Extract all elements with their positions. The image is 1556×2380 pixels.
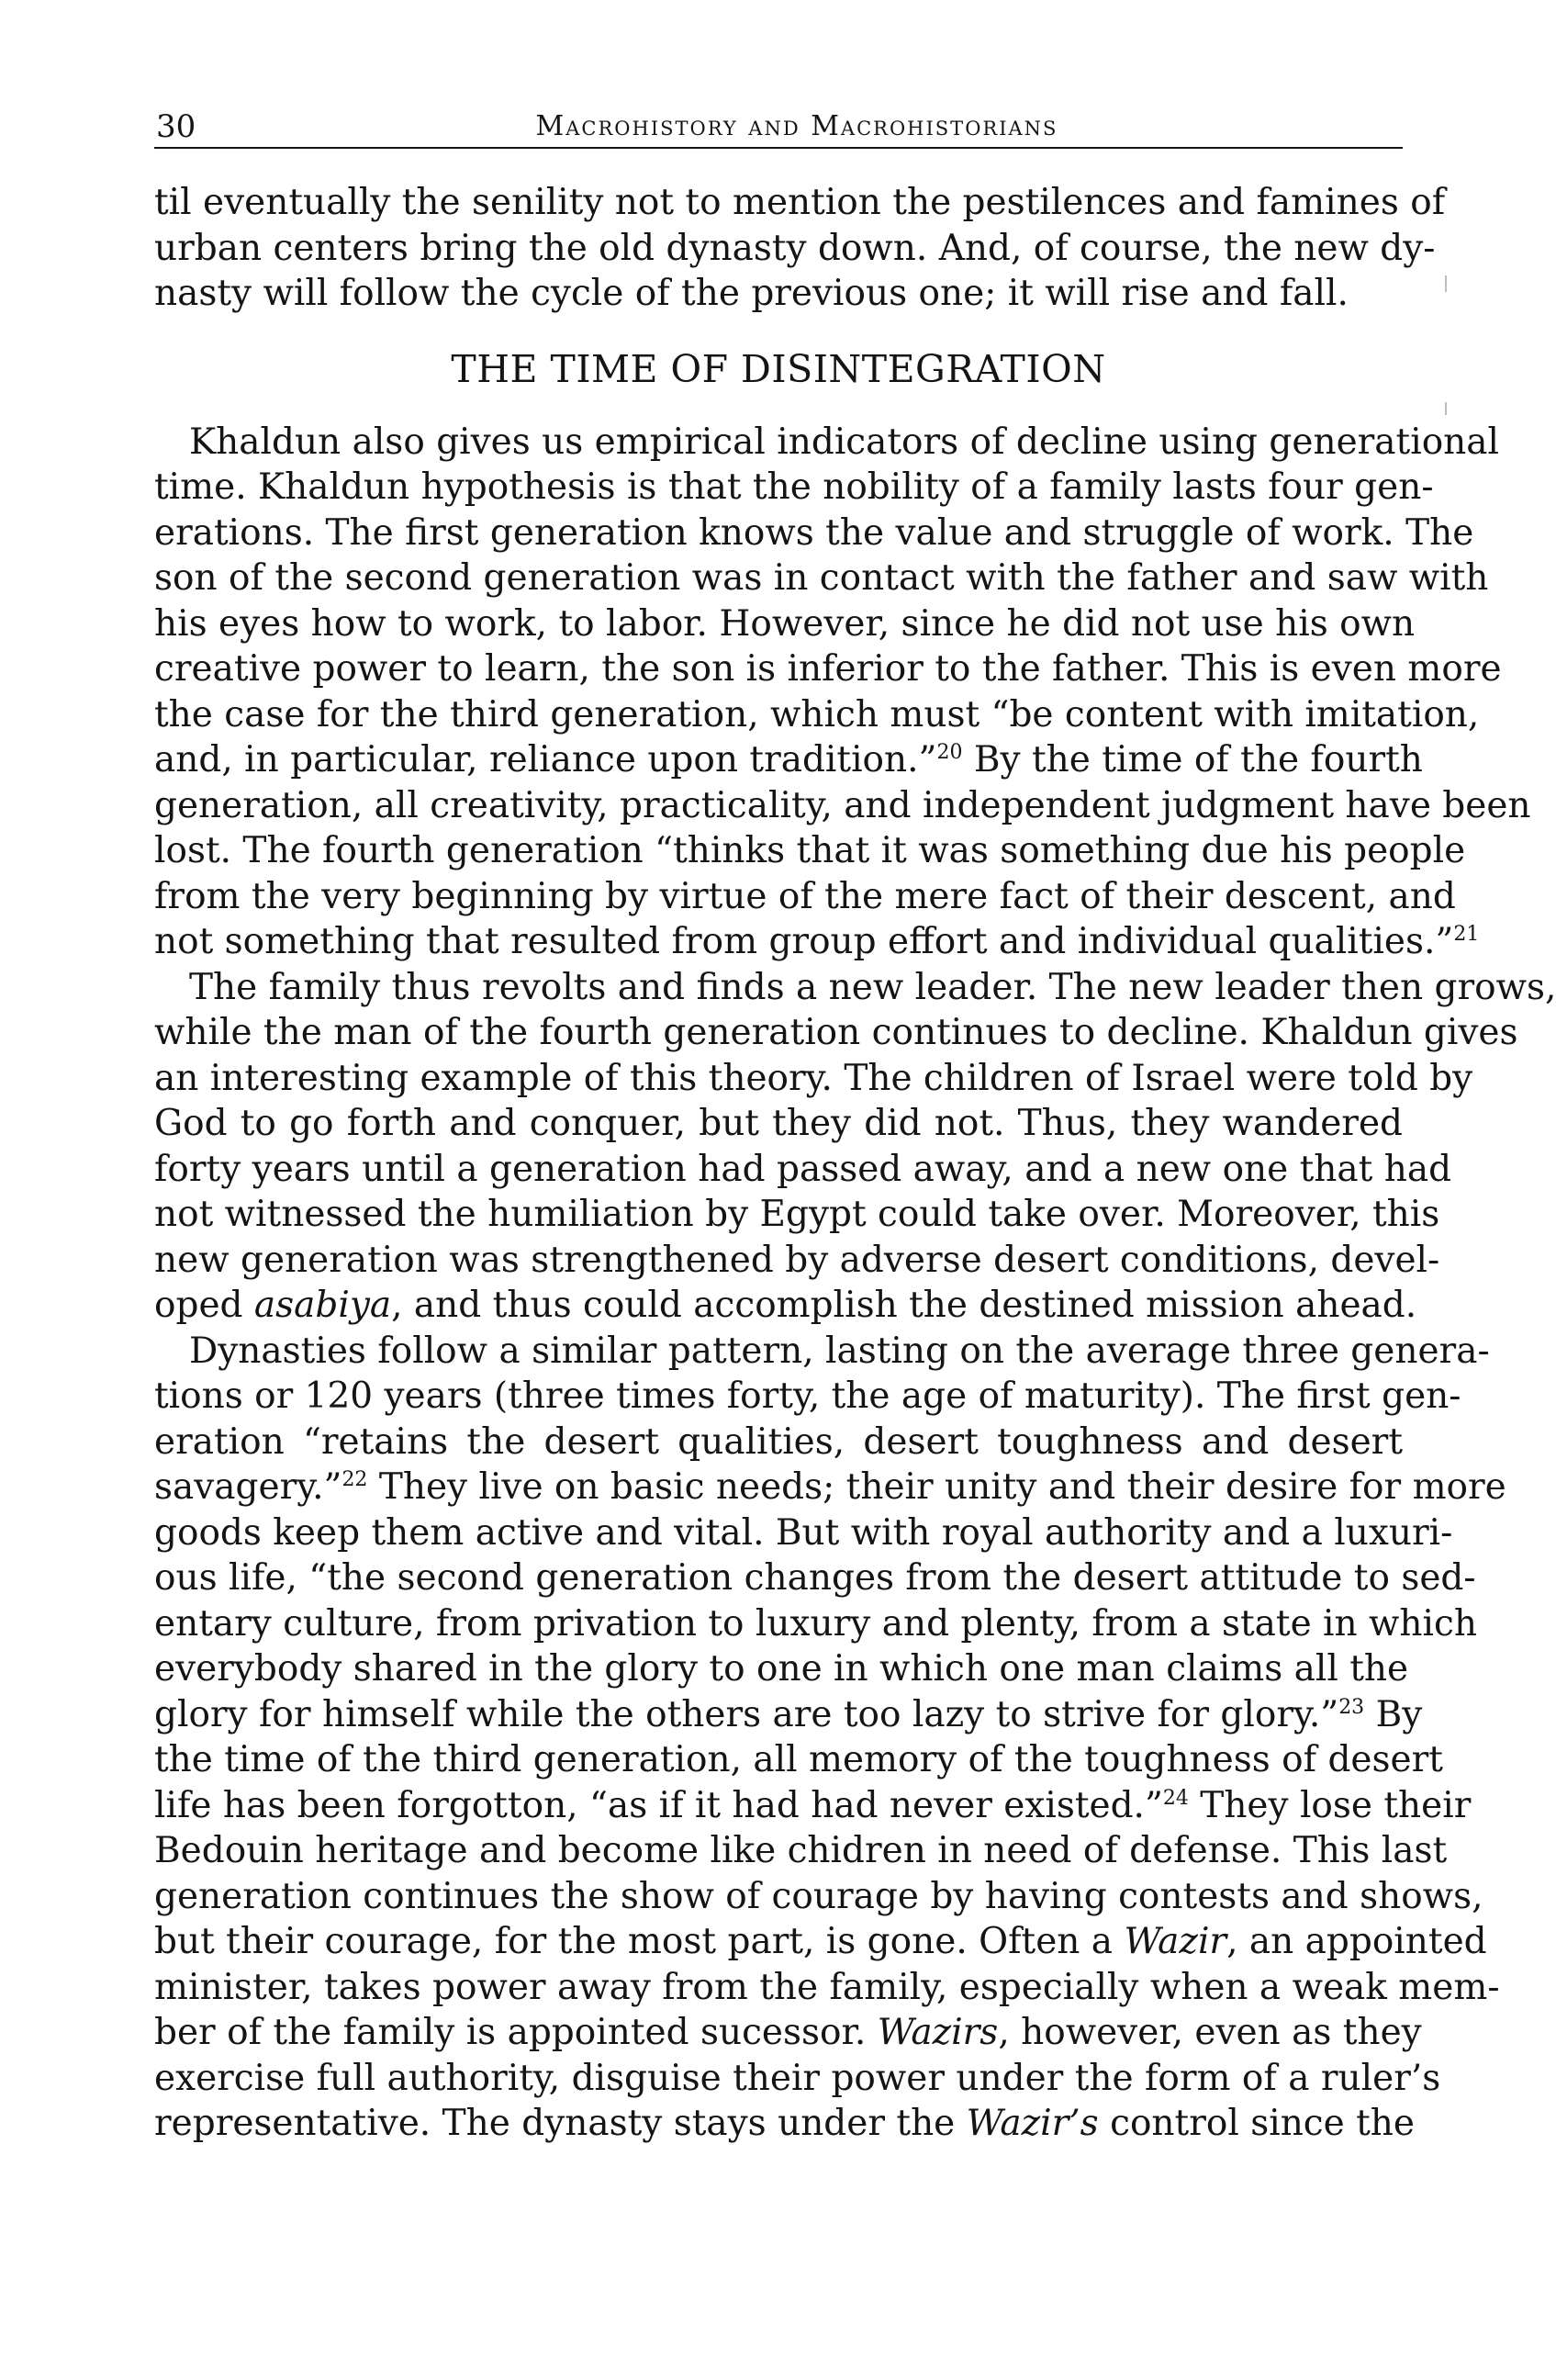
body-text [154, 180, 1556, 2147]
text-line: forty years until a generation had passed away, and a new one that had [154, 1148, 1452, 1190]
text-line: erations. The first generation knows the value and struggle of work. The [154, 511, 1474, 554]
text-line: son of the second generation was in contact with the father and saw with [154, 557, 1489, 599]
text-line [154, 2010, 1422, 2056]
text-line: while the man of the fourth generation continues to decline. Khaldun gives [154, 1012, 1518, 1053]
text-segment: , and thus could accomplish the destined mission ahead. [391, 1285, 1417, 1326]
text-segment: , however, even as they [998, 2012, 1422, 2053]
text-line: the case for the third generation, which must “be content with imitation, [154, 693, 1480, 735]
text-line [154, 2101, 1415, 2147]
page-number: 30 [156, 108, 196, 145]
italic-term: Wazir’s [966, 2103, 1099, 2144]
text-segment: glory for himself while the others are too lazy to strive for glory.” [154, 1693, 1339, 1735]
text-segment: By the time of the fourth [962, 739, 1423, 780]
footnote-ref: 21 [1453, 923, 1480, 946]
footnote-ref: 22 [341, 1468, 368, 1491]
text-line: his eyes how to work, to labor. However, since he did not use his own [154, 602, 1416, 645]
text-line [154, 1465, 1506, 1510]
text-line: not witnessed the humiliation by Egypt could take over. Moreover, this [154, 1194, 1440, 1235]
text-line: time. Khaldun hypothesis is that the nobility of a family lasts four gen- [154, 466, 1434, 508]
footnote-ref: 23 [1338, 1695, 1365, 1719]
running-head [154, 103, 1403, 149]
text-line: new generation was strengthened by adverse desert conditions, devel- [154, 1239, 1440, 1281]
text-segment: but their courage, for the most part, is gone. Often a [154, 1921, 1125, 1962]
text-line: Dynasties follow a similar pattern, lasting on the average three genera- [189, 1330, 1490, 1372]
text-line: Bedouin heritage and become like chidren in need of defense. This last [154, 1830, 1448, 1871]
text-line: til eventually the senility not to mention the pestilences and famines of [154, 182, 1446, 223]
section-heading: THE TIME OF DISINTEGRATION [451, 346, 1106, 391]
text-line: exercise full authority, disguise their power under the form of a ruler’s [154, 2057, 1441, 2099]
italic-term: Wazirs [877, 2012, 999, 2053]
text-segment: representative. The dynasty stays under the [154, 2103, 967, 2144]
text-segment: ber of the family is appointed sucessor. [154, 2012, 878, 2053]
footnote-ref: 20 [936, 741, 963, 764]
text-line: eration “retains the desert qualities, desert toughness and desert [154, 1420, 1403, 1463]
text-line: generation continues the show of courage by having contests and shows, [154, 1875, 1483, 1917]
text-line [154, 1919, 1487, 1965]
text-segment: not something that resulted from group effort and individual qualities.” [154, 921, 1454, 962]
text-line: ous life, “the second generation changes from the desert attitude to sed- [154, 1557, 1476, 1599]
text-line: nasty will follow the cycle of the previous one; it will rise and fall. [154, 273, 1349, 314]
italic-term: Wazir [1124, 1921, 1227, 1962]
text-line: entary culture, from privation to luxury and plenty, from a state in which [154, 1602, 1477, 1645]
text-line [154, 1692, 1423, 1738]
text-line [154, 737, 1423, 783]
text-line [154, 1283, 1417, 1329]
text-line: God to go forth and conquer, but they did not. Thus, they wandered [154, 1103, 1403, 1144]
margin-mark [1445, 402, 1447, 415]
text-line: Khaldun also gives us empirical indicators of decline using generational [189, 421, 1500, 463]
text-segment: , an appointed [1226, 1921, 1487, 1962]
paragraph [154, 180, 1446, 317]
text-line: creative power to learn, the son is inferior to the father. This is even more [154, 648, 1502, 690]
text-segment: and, in particular, reliance upon tradition.” [154, 739, 937, 780]
running-title: Macrohistory and Macrohistorians [535, 110, 1058, 142]
text-line: minister, takes power away from the family, especially when a weak mem- [154, 1966, 1500, 2008]
text-segment: life has been forgotton, “as if it had had never existed.” [154, 1784, 1163, 1826]
italic-term: asabiya [253, 1285, 392, 1326]
paragraph [154, 420, 1531, 965]
margin-mark [1445, 275, 1447, 292]
text-segment: They live on basic needs; their unity and their desire for more [367, 1466, 1506, 1508]
paragraph [154, 1329, 1506, 2147]
paragraph [154, 965, 1556, 1329]
text-line: generation, all creativity, practicality, and independent judgment have been [154, 784, 1531, 826]
text-segment: By [1364, 1693, 1423, 1735]
text-line [154, 919, 1480, 965]
text-line: urban centers bring the old dynasty down. And, of course, the new dy- [154, 227, 1436, 269]
text-line: an interesting example of this theory. The children of Israel were told by [154, 1057, 1473, 1099]
text-segment: They lose their [1188, 1784, 1472, 1826]
text-segment: oped [154, 1285, 254, 1326]
text-segment: control since the [1098, 2103, 1415, 2144]
text-line [154, 1783, 1472, 1829]
text-line: everybody shared in the glory to one in which one man claims all the [154, 1648, 1409, 1690]
text-line: The family thus revolts and finds a new leader. The new leader then grows, [189, 966, 1556, 1008]
text-line: from the very beginning by virtue of the mere fact of their descent, and [154, 875, 1456, 917]
text-line: lost. The fourth generation “thinks that it was something due his people [154, 830, 1466, 871]
text-line: goods keep them active and vital. But with royal authority and a luxuri- [154, 1511, 1453, 1554]
text-line: the time of the third generation, all memory of the toughness of desert [154, 1739, 1443, 1780]
text-segment: savagery.” [154, 1466, 342, 1508]
footnote-ref: 24 [1162, 1786, 1189, 1810]
text-line: tions or 120 years (three times forty, the age of maturity). The first gen- [154, 1375, 1461, 1417]
